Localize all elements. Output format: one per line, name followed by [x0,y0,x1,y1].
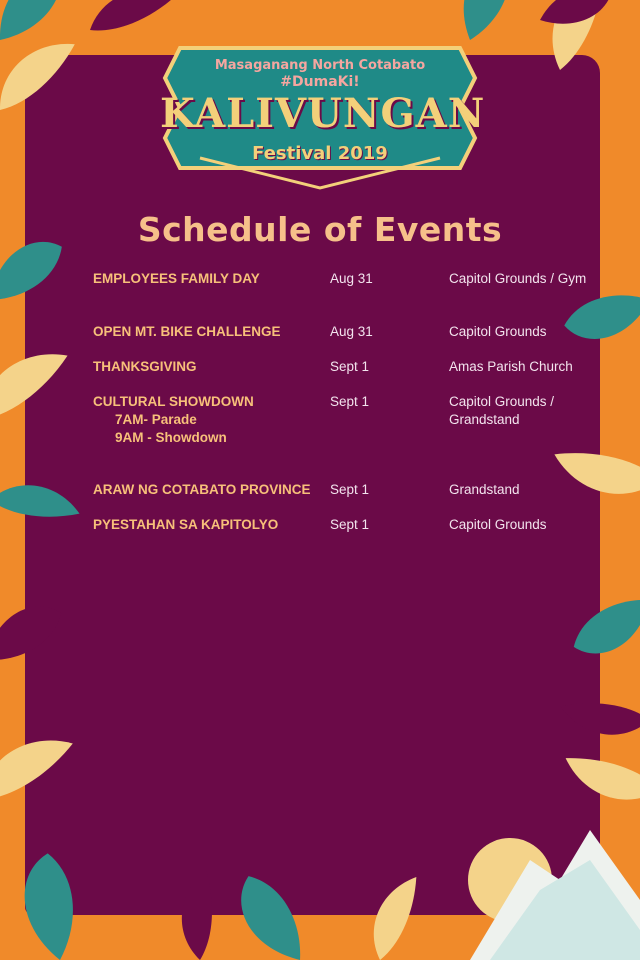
leaf-bottom-1 [5,850,94,960]
leaf-left-3 [0,475,84,528]
event-date: Sept 1 [330,359,370,374]
leaf-bottom-4 [357,869,429,960]
event-name: OPEN MT. BIKE CHALLENGE [93,324,281,339]
leaf-top-right [439,0,532,41]
event-sub-item: 7AM- Parade [115,412,197,427]
leaf-left-5 [0,726,81,806]
logo-hashtag: #DumaKi! [280,74,360,90]
logo-tagline: Masaganang North Cotabato [214,58,426,73]
event-date: Sept 1 [330,482,370,497]
leaf-left-2 [0,339,77,425]
logo-title: KALIVUNGAN [160,90,486,137]
event-name: ARAW NG COTABATO PROVINCE [93,482,311,497]
leaf-top-left-cream [0,30,84,115]
leaf-right-3 [570,599,640,655]
event-date: Aug 31 [330,271,373,286]
event-venue: Capitol Grounds [449,517,547,532]
leaf-left-4 [0,605,65,661]
event-name: CULTURAL SHOWDOWN [93,394,254,409]
event-date: Sept 1 [330,517,370,532]
event-block [93,393,323,447]
leaf-bottom-3 [239,872,301,960]
event-name: EMPLOYEES FAMILY DAY [93,271,260,286]
event-name: PYESTAHAN SA KAPITOLYO [93,517,279,532]
event-date: Aug 31 [330,324,373,339]
event-venue: Capitol Grounds / Gym [449,271,587,286]
event-name: THANKSGIVING [93,359,197,374]
leaf-right-5 [558,743,640,816]
logo-subtitle: Festival 2019 [252,143,388,164]
event-date: Sept 1 [330,394,370,409]
leaf-top-left [0,0,75,41]
event-sub-item: 9AM - Showdown [115,430,227,445]
leaf-top [83,0,178,35]
event-venue: Capitol Grounds / Grandstand [449,394,555,427]
leaf-bottom-2 [174,867,220,960]
leaf-right-4 [556,692,640,745]
event-venue: Capitol Grounds [449,324,547,339]
event-venue: Grandstand [449,482,520,497]
page-title: Schedule of Events [137,210,503,249]
event-venue: Amas Parish Church [449,359,573,374]
